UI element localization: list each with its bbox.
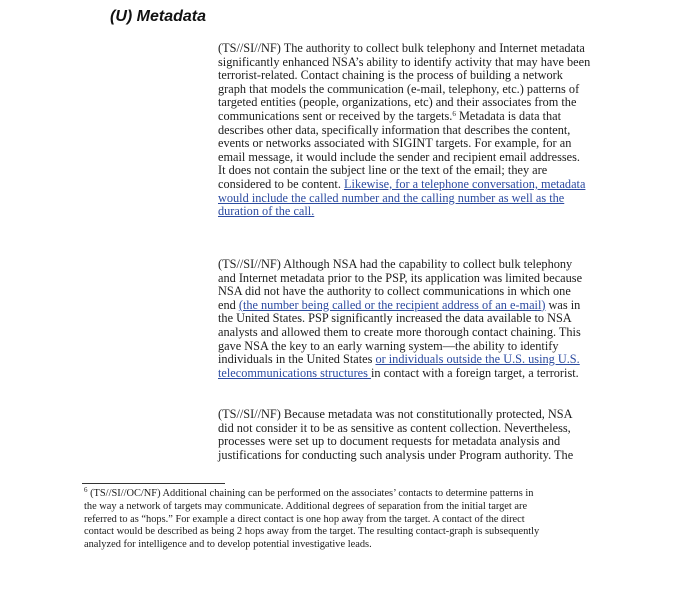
text-segment: targeted entities (people, organizations, etc) and their associates from the [218, 95, 577, 110]
text-line [218, 326, 618, 340]
text-line [218, 367, 618, 381]
text-segment: analysts and allowed them to create more thorough contact chaining. This [218, 324, 581, 339]
text-segment: analyzed for intelligence and to develop potential investigative leads. [84, 539, 372, 551]
underlined-text-link[interactable]: (the number being called or the recipient address of an e-mail) [238, 297, 546, 312]
text-segment: (TS//SI//NF) The authority to collect bulk telephony and Internet metadata [218, 41, 585, 55]
text-segment: NSA did not have the authority to collect communications in which one [218, 284, 571, 299]
text-line [218, 435, 618, 449]
text-segment: was in [545, 297, 581, 312]
text-line [218, 449, 618, 463]
text-segment: (TS//SI//OC/NF) Additional chaining can be performed on the associates’ contacts to determine patterns in [87, 488, 534, 499]
text-line [218, 312, 618, 326]
text-line [218, 299, 618, 313]
text-line [218, 110, 618, 124]
underlined-text-link[interactable]: telecommunications structures [218, 365, 371, 380]
text-line [218, 353, 618, 367]
text-segment: end [218, 297, 239, 312]
footnote-marker: 6 [84, 486, 88, 494]
paragraph-2 [218, 258, 618, 380]
text-segment: terrorist-related. Contact chaining is the process of building a network [218, 68, 563, 83]
text-segment: events or networks associated with SIGINT targets. For example, for an [218, 136, 572, 151]
text-segment: did not consider it to be as sensitive as content collection. Nevertheless, [218, 420, 571, 435]
text-line [218, 408, 618, 422]
text-line [218, 258, 618, 272]
text-line [218, 69, 618, 83]
text-line [218, 83, 618, 97]
text-segment: the United States. PSP significantly increased the data available to NSA [218, 311, 572, 326]
text-segment: gave NSA the key to an early warning system—the ability to identify [218, 338, 559, 353]
text-segment: in contact with a foreign target, a terrorist. [371, 365, 579, 380]
text-segment: referred to as “hops.” For example a direct contact is one hop away from the target. A contact of the direct [84, 513, 525, 525]
text-line [218, 137, 618, 151]
footnote-6 [84, 488, 614, 552]
text-segment: contact would be described as being 2 hops away from the target. The resulting contact-graph is subsequently [84, 526, 540, 538]
text-segment: the way a network of targets may communicate. Additional degrees of separation from the initial target are [84, 500, 528, 512]
text-segment: considered to be content. [218, 176, 345, 191]
text-line [218, 56, 618, 70]
text-line [218, 96, 618, 110]
paragraph-1 [218, 42, 618, 219]
text-line [84, 488, 614, 501]
text-line [84, 501, 614, 514]
text-line [218, 178, 618, 192]
text-segment: processes were set up to document requests for metadata analysis and [218, 434, 561, 449]
text-segment: It does not contain the subject line or the text of the email; they are [218, 163, 548, 178]
text-line [218, 151, 618, 165]
underlined-text-link[interactable]: duration of the call. [218, 204, 315, 219]
text-segment: email message, it would include the sender and recipient email addresses. [218, 149, 580, 164]
text-line [218, 285, 618, 299]
text-line [218, 422, 618, 436]
footnote-marker: 6 [452, 109, 456, 118]
section-heading: (U) Metadata [110, 8, 207, 25]
text-line [218, 205, 618, 219]
text-segment: (TS//SI//NF) Although NSA had the capability to collect bulk telephony [218, 257, 573, 271]
text-segment: justifications for conducting such analysis under Program authority. The [218, 447, 574, 462]
underlined-text-link[interactable]: or individuals outside the U.S. using U.S. [375, 352, 580, 367]
text-line [218, 192, 618, 206]
text-segment: communications sent or received by the targets. [218, 108, 453, 123]
footnote-divider [82, 483, 225, 484]
text-segment: Metadata is data that [455, 108, 562, 123]
text-line [84, 526, 614, 539]
text-line [84, 539, 614, 552]
text-line [218, 164, 618, 178]
text-line [218, 340, 618, 354]
text-line [84, 514, 614, 527]
text-segment: (TS//SI//NF) Because metadata was not constitutionally protected, NSA [218, 407, 573, 421]
text-line [218, 124, 618, 138]
text-segment: significantly enhanced NSA’s ability to identify activity that may have been [218, 54, 591, 69]
underlined-text-link[interactable]: would include the called number and the calling number as well as the [218, 190, 565, 205]
text-segment: individuals in the United States [218, 352, 376, 367]
text-line [218, 42, 618, 56]
text-line [218, 272, 618, 286]
text-segment: graph that models the communication (e-mail, telephony, etc.) patterns of [218, 81, 580, 96]
text-segment: describes other data, specifically information that describes the content, [218, 122, 571, 137]
underlined-text-link[interactable]: Likewise, for a telephone conversation, metadata [344, 176, 586, 191]
text-segment: and Internet metadata prior to the PSP, its application was limited because [218, 270, 583, 285]
paragraph-3 [218, 408, 618, 462]
